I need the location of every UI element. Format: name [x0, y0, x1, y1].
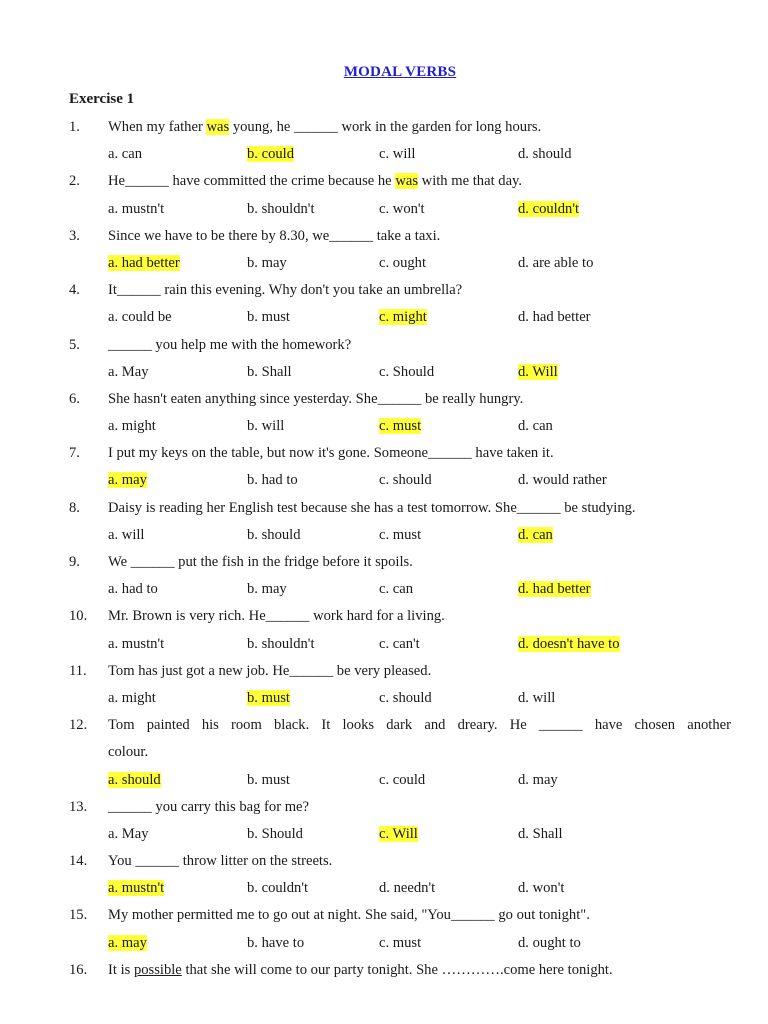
answer-option-slot: [518, 141, 572, 168]
answer-option-selected: d. doesn't have to: [518, 635, 620, 652]
question-text-segment: with me that day.: [418, 173, 523, 190]
question-stem-line: [69, 957, 731, 984]
question-text-segment: Mr. Brown is very rich. He______ work hard for a living.: [108, 608, 445, 625]
question-text-segment: He______ have committed the crime because he: [108, 173, 396, 190]
question-text: [108, 712, 731, 739]
answer-option-slot: [518, 685, 555, 712]
answer-option-slot: [518, 413, 553, 440]
answer-option-selected: a. mustn't: [108, 880, 165, 897]
answer-option-slot: [518, 875, 564, 902]
question-stem-line: [69, 168, 731, 195]
answer-option-slot: [379, 685, 432, 712]
question-text: [108, 386, 731, 413]
question-number: 5.: [69, 336, 80, 353]
answer-option-slot: [379, 631, 420, 658]
answer-option: d. won't: [518, 880, 565, 897]
answer-option-slot: [247, 767, 290, 794]
question-item: [69, 603, 731, 657]
answer-option-slot: [518, 631, 620, 658]
question-stem-line: [69, 848, 731, 875]
answer-option: b. Shall: [247, 363, 292, 380]
answer-option: b. had to: [247, 472, 298, 489]
answer-option: d. should: [518, 146, 572, 163]
question-number: 13.: [69, 798, 88, 815]
question-stem-line: [69, 658, 731, 685]
question-number: 11.: [69, 662, 87, 679]
answer-options: [69, 685, 731, 712]
question-number: 16.: [69, 961, 88, 978]
question-item: [69, 658, 731, 712]
answer-option: c. can: [379, 581, 414, 598]
answer-option: a. May: [108, 363, 149, 380]
answer-option-selected: b. must: [247, 689, 290, 706]
question-text: [108, 848, 731, 875]
answer-option-slot: [247, 631, 315, 658]
answer-option-selected: d. couldn't: [518, 200, 579, 217]
answer-option: c. Should: [379, 363, 435, 380]
question-number: 7.: [69, 445, 80, 462]
answer-option: a. mustn't: [108, 200, 165, 217]
question-stem-line: [69, 603, 731, 630]
answer-option: b. couldn't: [247, 880, 308, 897]
document-title: MODAL VERBS: [343, 64, 457, 80]
answer-options: [69, 930, 731, 957]
answer-option-slot: [247, 576, 287, 603]
question-text-segment: that she will come to our party tonight. She ………….come here tonight.: [181, 961, 613, 978]
question-text-segment: Daisy is reading her English test because she has a test tomorrow. She______ be studying.: [108, 499, 636, 516]
question-number: 14.: [69, 853, 88, 870]
answer-option-slot: [379, 767, 425, 794]
question-text: [108, 794, 731, 821]
answer-option-selected: c. must: [379, 418, 422, 435]
answer-option: b. shouldn't: [247, 200, 315, 217]
question-number: 4.: [69, 282, 80, 299]
answer-option-slot: [518, 359, 558, 386]
answer-option: b. must: [247, 309, 290, 326]
question-text-segment-highlighted: was: [395, 173, 419, 190]
question-text-segment: young, he ______ work in the garden for long hours.: [229, 119, 542, 135]
answer-option: c. ought: [379, 254, 427, 271]
answer-options: [69, 875, 731, 902]
question-item: [69, 902, 731, 956]
answer-option: d. Shall: [518, 825, 563, 842]
answer-option-slot: [379, 821, 418, 848]
answer-option: b. should: [247, 526, 301, 543]
question-text: [108, 603, 731, 630]
question-item: [69, 386, 731, 440]
answer-option-slot: [108, 576, 158, 603]
question-text: [108, 277, 731, 304]
question-text-segment: ______ you help me with the homework?: [108, 336, 352, 353]
question-item: [69, 223, 731, 277]
answer-option: a. might: [108, 418, 156, 435]
answer-option-slot: [518, 767, 558, 794]
question-list: [69, 114, 731, 984]
answer-option-slot: [518, 522, 553, 549]
answer-options: [69, 467, 731, 494]
answer-options: [69, 576, 731, 603]
question-text-segment: My mother permitted me to go out at night. She said, "You______ go out tonight".: [108, 907, 590, 924]
question-item: [69, 712, 731, 794]
question-number: 1.: [69, 119, 80, 135]
answer-option-slot: [247, 821, 303, 848]
answer-option-slot: [108, 522, 144, 549]
answer-option: a. could be: [108, 309, 172, 326]
answer-option-slot: [108, 467, 147, 494]
answer-option-slot: [247, 250, 287, 277]
answer-options: [69, 304, 731, 331]
answer-option: a. had to: [108, 581, 158, 598]
question-number: 8.: [69, 499, 80, 516]
answer-option: d. may: [518, 771, 558, 788]
answer-option: d. will: [518, 689, 556, 706]
answer-option-slot: [518, 250, 593, 277]
answer-option-selected: c. Will: [379, 825, 418, 842]
answer-option-slot: [247, 359, 292, 386]
question-stem-line: [69, 114, 731, 141]
question-text-segment: When my father: [108, 119, 207, 135]
question-stem-line: [69, 712, 731, 739]
question-text-segment-highlighted: was: [206, 119, 230, 135]
question-text-segment: It is: [108, 961, 134, 978]
question-item: [69, 440, 731, 494]
question-text-segment: I put my keys on the table, but now it's gone. Someone______ have taken it.: [108, 445, 554, 462]
question-number: 15.: [69, 907, 88, 924]
answer-option-slot: [518, 304, 591, 331]
question-number: 9.: [69, 554, 80, 570]
answer-option-slot: [108, 359, 149, 386]
answer-option: d. can: [518, 418, 553, 435]
answer-option: c. must: [379, 526, 422, 543]
answer-option-slot: [247, 685, 290, 712]
answer-option: c. can't: [379, 635, 420, 652]
answer-options: [69, 767, 731, 794]
answer-option-slot: [108, 413, 156, 440]
answer-option-selected: c. might: [379, 309, 427, 326]
question-stem-line: [69, 440, 731, 467]
question-text-segment: She hasn't eaten anything since yesterday. She______ be really hungry.: [108, 390, 524, 407]
answer-option: c. will: [379, 146, 416, 163]
answer-option: d. are able to: [518, 254, 594, 271]
answer-option: b. may: [247, 254, 287, 271]
answer-option: c. should: [379, 689, 432, 706]
answer-option-slot: [379, 576, 413, 603]
question-item: [69, 794, 731, 848]
answer-option: a. May: [108, 825, 149, 842]
question-text-segment: Tom painted his room black. It looks dark and dreary. He ______ have chosen another: [108, 717, 731, 734]
answer-option: d. would rather: [518, 472, 607, 489]
question-text: [108, 168, 731, 195]
answer-option-slot: [247, 875, 308, 902]
question-stem-line: [69, 902, 731, 929]
question-text: [108, 114, 731, 141]
question-number: 3.: [69, 227, 80, 244]
answer-option-slot: [379, 875, 435, 902]
answer-options: [69, 821, 731, 848]
question-number: 6.: [69, 390, 80, 407]
answer-option-selected: d. Will: [518, 363, 558, 380]
answer-option: b. may: [247, 581, 287, 598]
answer-option: b. must: [247, 771, 290, 788]
question-text: [108, 549, 731, 576]
question-text: [108, 440, 731, 467]
answer-option: a. can: [108, 146, 143, 163]
question-stem-line: [69, 223, 731, 250]
question-stem-continuation: [69, 739, 731, 766]
question-text-segment: ______ you carry this bag for me?: [108, 798, 310, 815]
answer-option-slot: [379, 250, 426, 277]
answer-option: a. will: [108, 526, 145, 543]
question-text-segment: Since we have to be there by 8.30, we______ take a taxi.: [108, 227, 441, 244]
question-text: [108, 658, 731, 685]
answer-option-slot: [108, 141, 142, 168]
question-item: [69, 848, 731, 902]
answer-option-slot: [108, 685, 156, 712]
answer-options: [69, 522, 731, 549]
question-text: [108, 957, 731, 984]
question-number: 2.: [69, 173, 80, 190]
question-number: 12.: [69, 717, 88, 734]
answer-option: a. mustn't: [108, 635, 165, 652]
answer-option: b. Should: [247, 825, 303, 842]
answer-option-slot: [108, 821, 149, 848]
question-item: [69, 495, 731, 549]
question-item: [69, 277, 731, 331]
answer-option-slot: [108, 304, 172, 331]
answer-option: c. won't: [379, 200, 425, 217]
answer-option-slot: [379, 930, 421, 957]
answer-option-selected: d. had better: [518, 581, 591, 598]
question-text-segment: It______ rain this evening. Why don't you take an umbrella?: [108, 282, 463, 299]
answer-option-selected: d. can: [518, 526, 553, 543]
question-text-segment: Tom has just got a new job. He______ be very pleased.: [108, 662, 432, 679]
answer-option-slot: [108, 930, 147, 957]
answer-option-selected: b. could: [247, 146, 295, 163]
answer-option-slot: [379, 141, 415, 168]
answer-options: [69, 359, 731, 386]
answer-option-slot: [247, 304, 290, 331]
answer-option-slot: [379, 522, 421, 549]
answer-option-slot: [518, 930, 581, 957]
answer-option-selected: a. may: [108, 472, 147, 489]
answer-option-slot: [247, 413, 284, 440]
answer-option: c. must: [379, 934, 422, 951]
question-item: [69, 332, 731, 386]
answer-option: b. shouldn't: [247, 635, 315, 652]
answer-option: d. had better: [518, 309, 591, 326]
question-text-segment: You ______ throw litter on the streets.: [108, 853, 333, 870]
question-text: [108, 223, 731, 250]
answer-option-slot: [518, 467, 607, 494]
answer-option: c. could: [379, 771, 426, 788]
exercise-heading: Exercise 1: [69, 91, 135, 107]
question-stem-line: [69, 332, 731, 359]
answer-options: [69, 413, 731, 440]
answer-option-slot: [379, 359, 434, 386]
question-item: [69, 168, 731, 222]
answer-options: [69, 250, 731, 277]
question-text: [108, 495, 731, 522]
answer-option-slot: [247, 522, 301, 549]
answer-option-selected: a. should: [108, 771, 161, 788]
answer-options: [69, 631, 731, 658]
question-item: [69, 957, 731, 984]
answer-option: b. have to: [247, 934, 305, 951]
question-stem-line: [69, 277, 731, 304]
answer-option-selected: a. had better: [108, 254, 180, 271]
answer-option-slot: [379, 196, 425, 223]
answer-option-slot: [108, 250, 180, 277]
answer-options: [69, 196, 731, 223]
answer-option-slot: [379, 413, 421, 440]
answer-option-slot: [379, 304, 427, 331]
answer-option-slot: [108, 767, 161, 794]
answer-option: d. ought to: [518, 934, 581, 951]
question-text: [108, 332, 731, 359]
answer-option-slot: [379, 467, 432, 494]
question-stem-line: [69, 549, 731, 576]
question-stem-line: [69, 495, 731, 522]
answer-option-slot: [108, 196, 164, 223]
answer-option: c. should: [379, 472, 432, 489]
question-text-segment: We ______ put the fish in the fridge before it spoils.: [108, 554, 413, 570]
question-stem-line: [69, 794, 731, 821]
answer-option-slot: [108, 875, 164, 902]
question-text: [108, 902, 731, 929]
answer-option-slot: [247, 141, 294, 168]
answer-option: a. might: [108, 689, 156, 706]
answer-options: [69, 141, 731, 168]
question-text-continued: colour.: [108, 744, 149, 761]
answer-option-selected: a. may: [108, 934, 147, 951]
question-text-segment-underlined: possible: [133, 961, 182, 978]
answer-option-slot: [247, 196, 315, 223]
answer-option: b. will: [247, 418, 285, 435]
answer-option-slot: [518, 821, 563, 848]
answer-option-slot: [518, 576, 591, 603]
answer-option-slot: [518, 196, 579, 223]
answer-option-slot: [108, 631, 164, 658]
question-item: [69, 549, 731, 603]
answer-option-slot: [247, 467, 298, 494]
question-number: 10.: [69, 608, 88, 625]
question-stem-line: [69, 386, 731, 413]
answer-option-slot: [247, 930, 304, 957]
question-item: [69, 114, 731, 168]
answer-option: d. needn't: [379, 880, 436, 897]
